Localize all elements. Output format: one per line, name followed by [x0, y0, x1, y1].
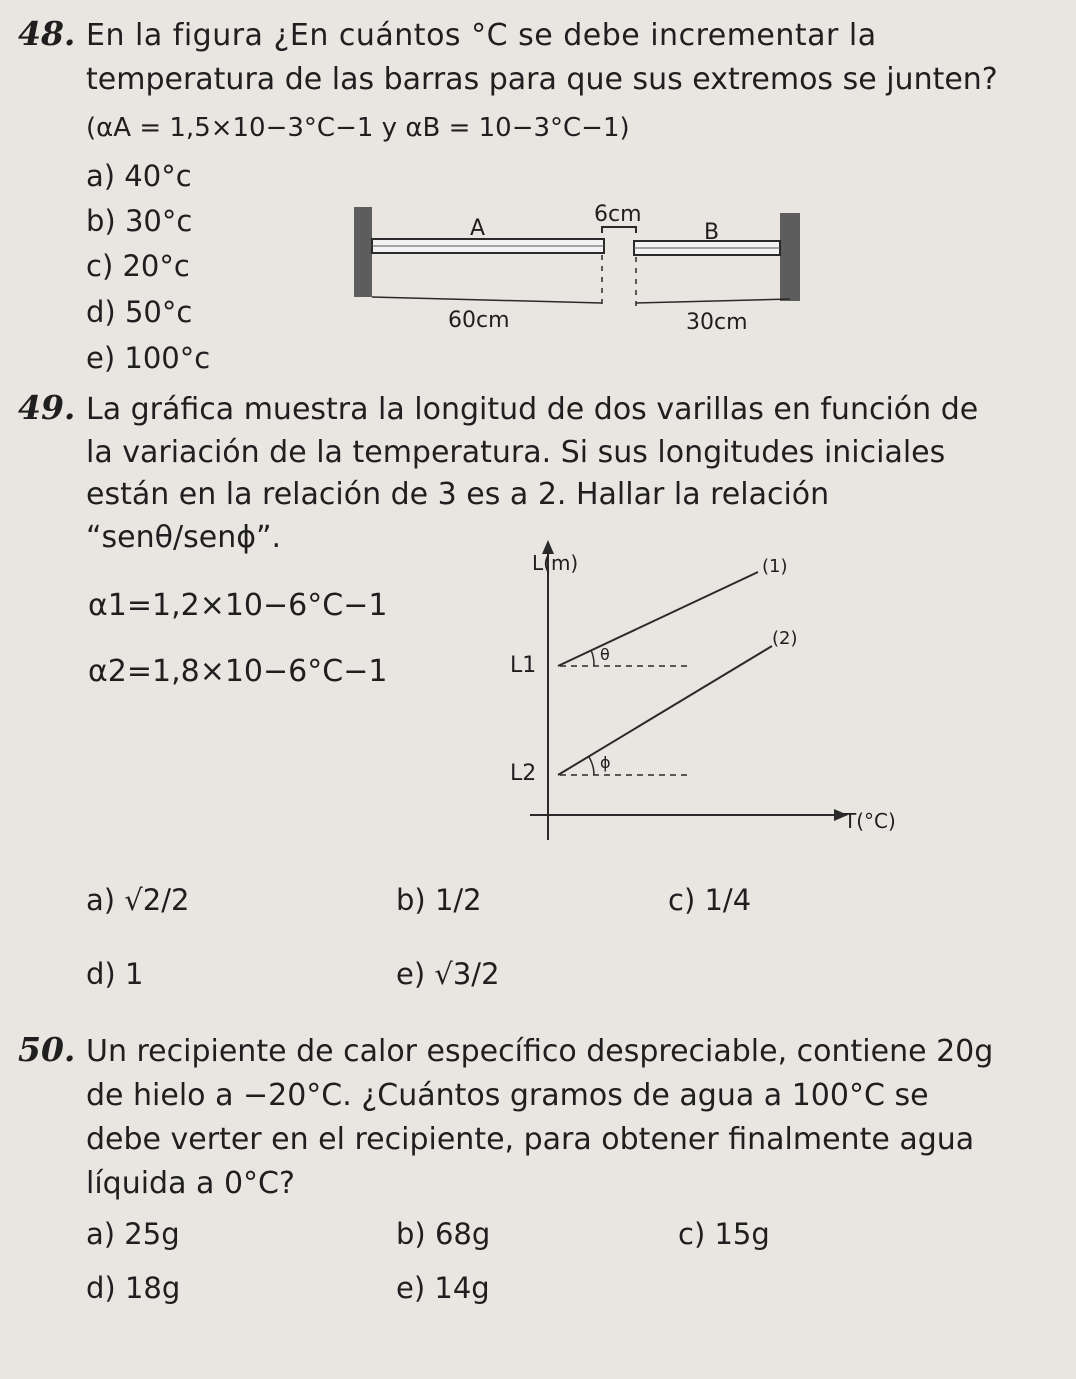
phi-arc: [589, 757, 594, 775]
q50-option-b: b) 68g: [396, 1217, 491, 1251]
theta-arc: [591, 650, 594, 666]
bars-figure: [340, 195, 820, 345]
q48-option-a: a) 40°c: [86, 159, 192, 193]
q49-text-line4: “senθ/senϕ”.: [86, 520, 282, 555]
q50-option-d: d) 18g: [86, 1271, 181, 1305]
dimension-b: [636, 299, 790, 303]
length-a-label: 60cm: [448, 308, 510, 333]
q48-option-c: c) 20°c: [86, 249, 190, 283]
q48-option-d: d) 50°c: [86, 295, 193, 329]
phi-label: ϕ: [600, 753, 611, 772]
q49-option-c: c) 1/4: [668, 883, 752, 917]
bar-b-label: B: [704, 220, 720, 245]
alpha2-value: α2=1,8×10−6°C−1: [88, 654, 388, 689]
q48-text-line1: En la figura ¿En cuántos °C se debe incrementar la: [86, 18, 877, 53]
l2-label: L2: [510, 761, 537, 786]
q50-option-a: a) 25g: [86, 1217, 180, 1251]
bar-a-label: A: [470, 216, 486, 241]
q49-text-line3: están en la relación de 3 es a 2. Hallar la relación: [86, 477, 830, 512]
length-b-label: 30cm: [686, 310, 748, 335]
q48-coefficients: (αA = 1,5×10−3°C−1 y αB = 10−3°C−1): [86, 113, 630, 143]
q50-number: 50.: [18, 1030, 76, 1069]
q48-option-b: b) 30°c: [86, 204, 193, 238]
left-wall: [354, 207, 372, 297]
q50-text-line1: Un recipiente de calor específico despreciable, contiene 20g: [86, 1034, 994, 1069]
gap-label: 6cm: [594, 202, 642, 227]
right-wall: [780, 213, 800, 301]
q50-option-c: c) 15g: [678, 1217, 770, 1251]
y-axis-label: L(m): [532, 551, 579, 575]
line-2-label: (2): [772, 628, 798, 649]
q49-option-a: a) √2/2: [86, 883, 190, 917]
theta-label: θ: [600, 645, 610, 664]
x-axis-label: T(°C): [844, 809, 896, 833]
q50-text-line2: de hielo a −20°C. ¿Cuántos gramos de agua a 100°C se: [86, 1078, 929, 1113]
q48-option-e: e) 100°c: [86, 341, 211, 375]
q50-text-line3: debe verter en el recipiente, para obtener finalmente agua: [86, 1122, 975, 1157]
gap-bracket: [602, 227, 636, 233]
q50-option-e: e) 14g: [396, 1271, 490, 1305]
q49-number: 49.: [18, 388, 76, 427]
q49-option-e: e) √3/2: [396, 957, 500, 991]
length-temperature-graph: [490, 540, 910, 850]
q49-text-line2: la variación de la temperatura. Si sus longitudes iniciales: [86, 435, 946, 470]
l1-label: L1: [510, 653, 537, 678]
dimension-a: [372, 297, 602, 303]
q49-option-d: d) 1: [86, 957, 144, 991]
line-1-label: (1): [762, 556, 788, 577]
line-1: [558, 572, 758, 666]
alpha1-value: α1=1,2×10−6°C−1: [88, 588, 388, 623]
q48-number: 48.: [18, 14, 76, 53]
q49-text-line1: La gráfica muestra la longitud de dos varillas en función de: [86, 392, 979, 427]
q49-option-b: b) 1/2: [396, 883, 482, 917]
q50-text-line4: líquida a 0°C?: [86, 1166, 295, 1201]
q48-text-line2: temperatura de las barras para que sus extremos se junten?: [86, 62, 998, 97]
